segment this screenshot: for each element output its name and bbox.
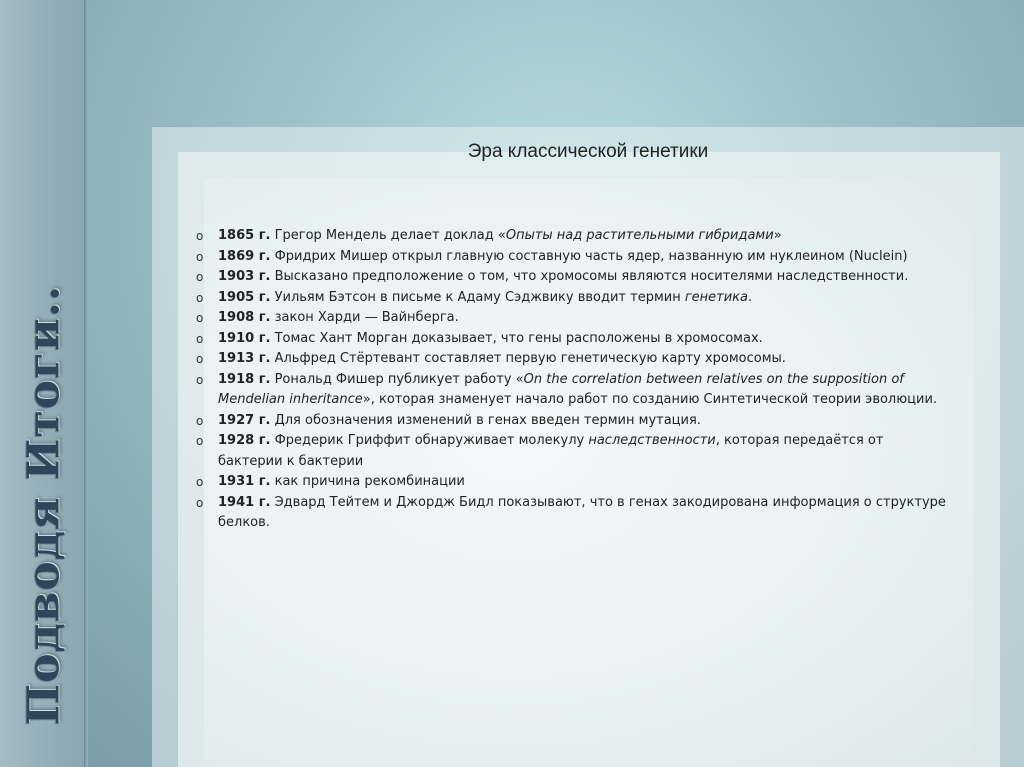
event-text: Рональд Фишер публикует работу «: [270, 371, 524, 387]
event-year: 1903 г.: [218, 269, 271, 284]
event-year: 1941 г.: [218, 494, 271, 510]
bullet-icon: o: [196, 229, 204, 243]
event-text: Томас Хант Морган доказывает, что гены расположены в хромосомах.: [270, 330, 763, 346]
event-year: 1913 г.: [218, 351, 271, 366]
event-year: 1928 г.: [218, 433, 271, 448]
bullet-icon: o: [196, 270, 204, 284]
side-title-text: Подводя Итоги..: [18, 284, 70, 726]
bullet-icon: o: [196, 352, 204, 366]
event-item: [196, 329, 946, 350]
event-item: [196, 493, 946, 534]
event-item: [196, 226, 946, 247]
left-divider: [84, 0, 88, 767]
event-item: [196, 370, 946, 411]
event-text: Грегор Мендель делает доклад «: [270, 228, 506, 243]
bullet-icon: o: [196, 495, 204, 510]
event-text: Высказано предположение о том, что хромосомы являются носителями наследственности.: [270, 269, 909, 284]
event-item: [196, 267, 946, 288]
event-year: 1908 г.: [218, 310, 271, 325]
event-text: , которая передаётся от бактерии к бактерии: [218, 433, 884, 469]
event-item: [196, 431, 946, 472]
event-text: закон Харди — Вайнберга.: [270, 310, 459, 325]
bullet-icon: o: [196, 413, 204, 428]
bullet-icon: o: [196, 434, 204, 448]
event-item: [196, 247, 946, 268]
bullet-icon: o: [196, 331, 204, 346]
event-text-italic: наследственности: [588, 433, 716, 448]
event-year: 1905 г.: [218, 289, 271, 305]
bullet-icon: o: [196, 311, 204, 325]
event-text: », которая знаменует начало работ по созданию Синтетической теории эволюции.: [362, 392, 938, 407]
event-text: »: [773, 228, 782, 243]
event-text: как причина рекомбинации: [270, 474, 465, 489]
event-year: 1910 г.: [218, 330, 271, 346]
bullet-icon: o: [196, 372, 204, 387]
event-item: [196, 411, 946, 432]
event-text: Фредерик Гриффит обнаруживает молекулу: [270, 433, 589, 448]
event-list: [196, 226, 946, 534]
event-text: Эдвард Тейтем и Джордж Бидл показывают, что в генах закодирована информация о структуре белков.: [218, 494, 946, 530]
event-item: [196, 472, 946, 493]
slide-title: Эра классической генетики: [467, 141, 709, 162]
event-text: Для обозначения изменений в генах введен термин мутация.: [270, 412, 701, 428]
event-item: [196, 349, 946, 370]
event-text-italic: генетика: [684, 289, 748, 305]
event-year: 1869 г.: [218, 248, 271, 264]
event-item: [196, 288, 946, 309]
bullet-icon: o: [196, 475, 204, 489]
event-text: .: [748, 289, 753, 305]
event-text: Альфред Стёртевант составляет первую генетическую карту хромосомы.: [270, 351, 786, 366]
event-text-italic: Опыты над растительными гибридами: [505, 228, 774, 243]
event-text: Фридрих Мишер открыл главную составную часть ядер, названную им нуклеином (Nuclein): [270, 248, 908, 264]
event-year: 1931 г.: [218, 474, 271, 489]
event-year: 1918 г.: [218, 371, 271, 387]
event-year: 1927 г.: [218, 412, 271, 428]
event-text-italic: On the correlation between relatives on the supposition of Mendelian inheritance: [218, 371, 904, 407]
event-item: [196, 308, 946, 329]
event-year: 1865 г.: [218, 228, 271, 243]
bullet-icon: o: [196, 290, 204, 305]
bullet-icon: o: [196, 249, 204, 264]
event-text: Уильям Бэтсон в письме к Адаму Сэджвику вводит термин: [270, 289, 685, 305]
